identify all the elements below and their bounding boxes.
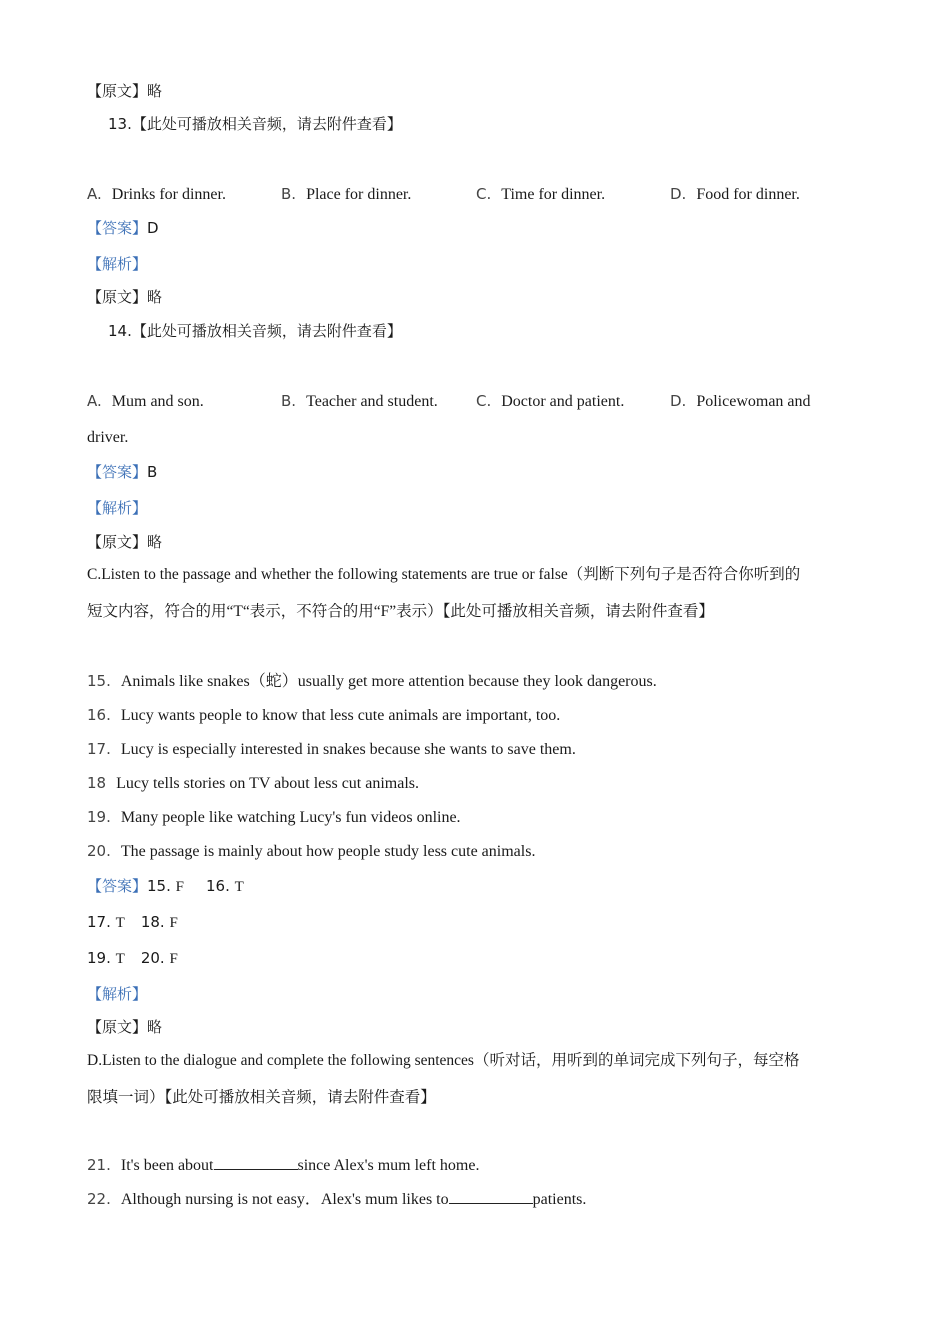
q13-option-b[interactable] [281,183,411,206]
sentence-start: Although nursing is not easy．Alex's mum likes to [120,1191,449,1208]
section-c-answers-row3 [87,947,178,970]
section-c-instruction-line1: C.Listen to the passage and whether the following statements are true or false（判断下列句子是否符合你听到的 [87,566,801,583]
statement-number: 18 [87,774,107,792]
option-text: Teacher and student. [306,393,438,410]
statement-number: 16. [87,706,111,724]
option-letter: D. [670,185,687,203]
q13-original-label: 【原文】略 [87,288,163,306]
answer-number: 18. [140,913,165,931]
option-letter: C. [476,185,492,203]
q14-option-d[interactable] [670,390,811,413]
option-text: Time for dinner. [501,186,606,203]
q14-option-d-continuation: driver. [87,429,129,446]
section-c-answers-row1 [87,875,244,898]
section-d-instruction-line1: D.Listen to the dialogue and complete the following sentences（听对话，用听到的单词完成下列句子，每空格 [87,1052,800,1069]
sentence-end: patients. [532,1191,587,1208]
answer-label: 【答案】 [87,463,148,481]
answer-number: 17. [87,913,111,931]
option-text: Place for dinner. [306,186,412,203]
question-22 [87,1188,586,1211]
statement-18 [87,772,419,795]
option-text: Mum and son. [111,393,204,410]
statement-number: 20. [87,842,111,860]
sentence-end: since Alex's mum left home. [297,1157,480,1174]
q13-option-c[interactable] [476,183,605,206]
statement-text: Many people like watching Lucy's fun videos online. [120,809,461,826]
option-text: Policewoman and [696,393,811,410]
section-c-instruction-line2: 短文内容，符合的用“T“表示，不符合的用“F”表示）【此处可播放相关音频，请去附件查看】 [87,603,714,620]
answer-number: 20. [140,949,165,967]
answer-number: 19. [87,949,111,967]
statement-number: 15. [87,672,111,690]
answer-blank[interactable] [449,1189,533,1204]
q14-option-b[interactable] [281,390,438,413]
option-text: Food for dinner. [696,186,800,203]
statement-text: Animals like snakes（蛇）usually get more attention because they look dangerous. [120,673,657,690]
question-13-title: 13.【此处可播放相关音频，请去附件查看】 [108,115,402,133]
q13-answer [87,217,159,239]
q13-analysis-label: 【解析】 [87,255,148,273]
question-21 [87,1154,479,1177]
answer-value: B [147,463,158,481]
option-letter: A. [87,392,102,410]
answer-number: 16. [206,877,230,895]
statement-text: Lucy wants people to know that less cute animals are important, too. [120,707,561,724]
statement-number: 19. [87,808,111,826]
statement-number: 17. [87,740,111,758]
option-letter: B. [281,392,297,410]
section-c-original-label: 【原文】略 [87,1018,163,1036]
statement-20 [87,840,535,863]
option-text: Drinks for dinner. [111,186,226,203]
answer-value: T [115,951,125,967]
q14-option-c[interactable] [476,390,624,413]
section-c-analysis-label: 【解析】 [87,985,148,1003]
question-14-title: 14.【此处可播放相关音频，请去附件查看】 [108,322,402,340]
q13-option-a[interactable] [87,183,226,206]
answer-value: F [169,915,178,931]
q14-option-a[interactable] [87,390,204,413]
q14-original-label: 【原文】略 [87,533,163,551]
statement-15 [87,670,657,693]
q14-answer [87,461,157,483]
section-d-instruction-line2: 限填一词）【此处可播放相关音频，请去附件查看】 [87,1089,436,1106]
answer-number: 15. [147,877,171,895]
option-letter: B. [281,185,297,203]
option-letter: D. [670,392,687,410]
statement-text: The passage is mainly about how people study less cute animals. [120,843,536,860]
answer-value: D [147,219,159,237]
answer-value: F [175,879,184,895]
answer-value: T [234,879,244,895]
option-letter: A. [87,185,102,203]
statement-text: Lucy is especially interested in snakes because she wants to save them. [120,741,576,758]
section-c-answers-row2 [87,911,178,934]
statement-17 [87,738,576,761]
q13-option-d[interactable] [670,183,800,206]
answer-value: T [115,915,125,931]
answer-label: 【答案】 [87,877,148,895]
sentence-start: It's been about [120,1157,214,1174]
option-letter: C. [476,392,492,410]
answer-label: 【答案】 [87,219,148,237]
option-text: Doctor and patient. [501,393,625,410]
q14-analysis-label: 【解析】 [87,499,148,517]
answer-value: F [169,951,178,967]
statement-19 [87,806,461,829]
original-text-label: 【原文】略 [87,82,163,100]
statement-16 [87,704,560,727]
question-number: 22. [87,1190,111,1208]
statement-text: Lucy tells stories on TV about less cut animals. [116,775,420,792]
answer-blank[interactable] [214,1155,298,1170]
question-number: 21. [87,1156,111,1174]
